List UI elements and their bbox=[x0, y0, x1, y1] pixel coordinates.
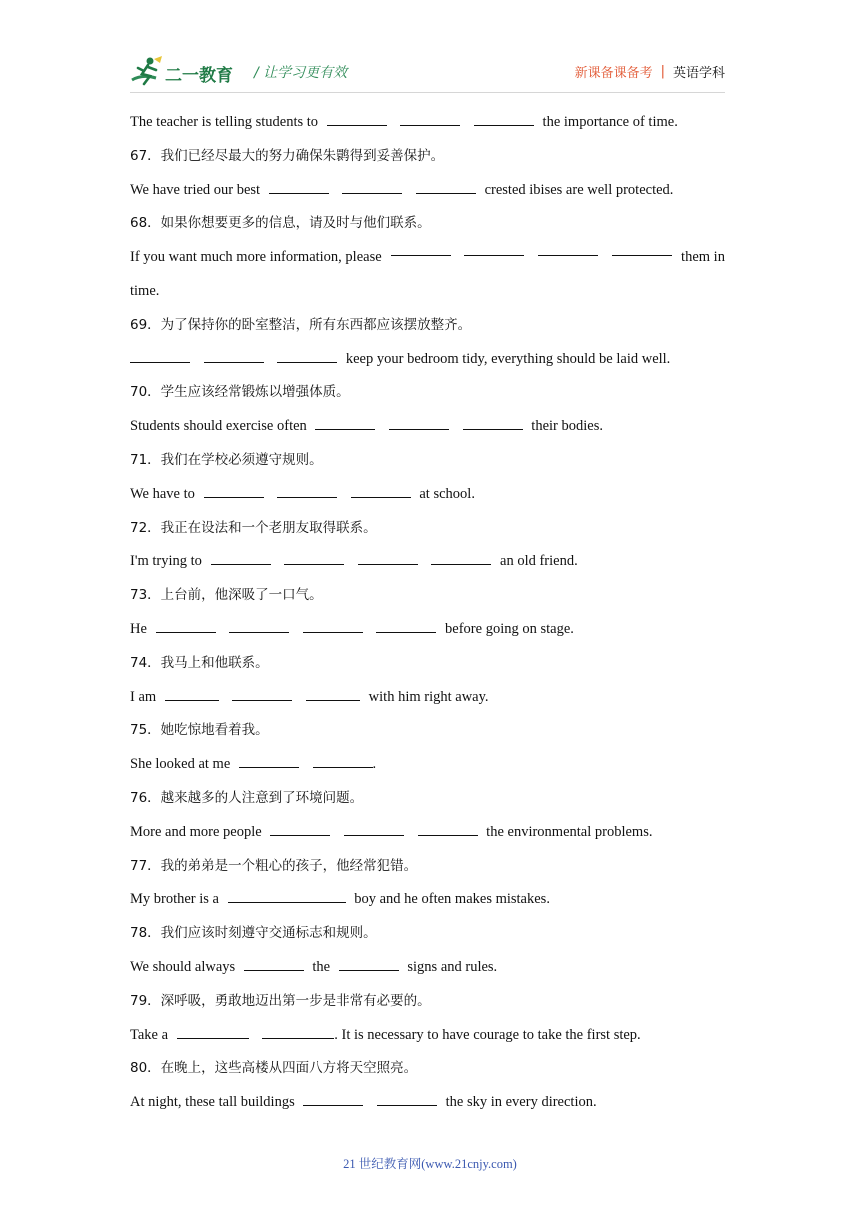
sentence-text: My brother is a bbox=[130, 891, 219, 908]
answer-blank[interactable] bbox=[277, 348, 337, 363]
question-79: 79．深呼吸，勇敢地迈出第一步是非常有必要的。 bbox=[130, 992, 431, 1009]
sentence-text: . bbox=[372, 756, 377, 773]
page-footer[interactable]: 21 世纪教育网(www.21cnjy.com) bbox=[343, 1157, 517, 1171]
question-75: 75．她吃惊地看着我。 bbox=[130, 722, 269, 739]
answer-blank[interactable] bbox=[306, 686, 360, 701]
answer-blank[interactable] bbox=[229, 618, 289, 633]
sentence-text: More and more people bbox=[130, 823, 262, 840]
header-divider bbox=[130, 92, 725, 93]
answer-blank[interactable] bbox=[342, 179, 402, 194]
answer-blank[interactable] bbox=[270, 821, 330, 836]
sentence-text: keep your bedroom tidy, everything should be laid well. bbox=[345, 350, 671, 367]
sentence-text: At night, these tall buildings bbox=[130, 1094, 295, 1111]
sentence-text: the sky in every direction. bbox=[445, 1094, 597, 1111]
answer-blank[interactable] bbox=[358, 550, 418, 565]
answer-blank[interactable] bbox=[464, 241, 524, 256]
answer-blank[interactable] bbox=[284, 550, 344, 565]
answer-blank[interactable] bbox=[463, 415, 523, 430]
answer-blank[interactable] bbox=[211, 550, 271, 565]
answer-line-67 bbox=[130, 174, 725, 208]
answer-blank[interactable] bbox=[377, 1091, 437, 1106]
sentence-text: with him right away. bbox=[368, 688, 489, 705]
answer-blank[interactable] bbox=[239, 753, 299, 768]
sentence-text: an old friend. bbox=[500, 553, 578, 570]
question-76: 76．越来越多的人注意到了环境问题。 bbox=[130, 789, 364, 806]
header-slogan: / 让学习更有效 bbox=[254, 65, 348, 81]
answer-line-70 bbox=[130, 410, 725, 444]
sentence-text: Students should exercise often bbox=[130, 418, 307, 435]
answer-line-71 bbox=[130, 478, 725, 512]
question-78: 78．我们应该时刻遵守交通标志和规则。 bbox=[130, 925, 377, 942]
answer-line-76 bbox=[130, 816, 725, 850]
question-68: 68．如果你想要更多的信息，请及时与他们联系。 bbox=[130, 215, 431, 232]
answer-blank[interactable] bbox=[538, 241, 598, 256]
sentence-text: We have tried our best bbox=[130, 181, 261, 198]
sentence-text: them in bbox=[681, 249, 725, 266]
page-header bbox=[130, 52, 725, 92]
answer-blank[interactable] bbox=[228, 888, 346, 903]
sentence-text: crested ibises are well protected. bbox=[484, 181, 674, 198]
header-right bbox=[575, 62, 725, 81]
question-73: 73．上台前，他深吸了一口气。 bbox=[130, 587, 323, 604]
answer-blank[interactable] bbox=[416, 179, 476, 194]
answer-blank[interactable] bbox=[130, 348, 190, 363]
question-80: 80．在晚上，这些高楼从四面八方将天空照亮。 bbox=[130, 1060, 418, 1077]
sentence-text: boy and he often makes mistakes. bbox=[354, 891, 550, 908]
header-subtitle: 新课备课备考 bbox=[574, 66, 653, 81]
answer-line-75 bbox=[130, 748, 725, 782]
sentence-text: We have to bbox=[130, 485, 195, 502]
sentence-text: their bodies. bbox=[531, 418, 603, 435]
answer-blank[interactable] bbox=[376, 618, 436, 633]
answer-line-77 bbox=[130, 883, 725, 917]
question-71: 71．我们在学校必须遵守规则。 bbox=[130, 451, 323, 468]
answer-line-74 bbox=[130, 681, 725, 715]
answer-line-72 bbox=[130, 545, 725, 579]
header-subject: 英语学科 bbox=[672, 66, 725, 81]
sentence-text: She looked at me bbox=[130, 756, 231, 773]
logo-text: 二一教育 bbox=[165, 66, 233, 86]
sentence-text: Take a bbox=[130, 1026, 169, 1043]
answer-blank[interactable] bbox=[389, 415, 449, 430]
answer-blank[interactable] bbox=[313, 753, 373, 768]
question-70: 70．学生应该经常锻炼以增强体质。 bbox=[130, 384, 350, 401]
answer-blank[interactable] bbox=[344, 821, 404, 836]
answer-blank[interactable] bbox=[165, 686, 219, 701]
answer-line-66 bbox=[130, 106, 725, 140]
answer-blank[interactable] bbox=[418, 821, 478, 836]
sentence-text: the environmental problems. bbox=[486, 823, 653, 840]
answer-blank[interactable] bbox=[400, 111, 460, 126]
sentence-text: . It is necessary to have courage to take the first step. bbox=[334, 1026, 641, 1043]
answer-line-68-cont: time. bbox=[130, 282, 160, 299]
exercise-content bbox=[130, 106, 725, 1120]
answer-blank[interactable] bbox=[339, 956, 399, 971]
answer-blank[interactable] bbox=[327, 111, 387, 126]
sentence-text: If you want much more information, please bbox=[130, 249, 382, 266]
sentence-text: at school. bbox=[419, 485, 475, 502]
sentence-text: before going on stage. bbox=[445, 620, 574, 637]
answer-line-73 bbox=[130, 613, 725, 647]
answer-blank[interactable] bbox=[303, 1091, 363, 1106]
answer-blank[interactable] bbox=[177, 1024, 249, 1039]
answer-blank[interactable] bbox=[391, 241, 451, 256]
answer-blank[interactable] bbox=[244, 956, 304, 971]
answer-blank[interactable] bbox=[232, 686, 292, 701]
answer-blank[interactable] bbox=[612, 241, 672, 256]
answer-blank[interactable] bbox=[156, 618, 216, 633]
answer-line-79 bbox=[130, 1019, 725, 1053]
answer-blank[interactable] bbox=[351, 483, 411, 498]
sentence-text: The teacher is telling students to bbox=[130, 114, 319, 130]
question-77: 77．我的弟弟是一个粗心的孩子，他经常犯错。 bbox=[130, 857, 418, 874]
sentence-text: I am bbox=[130, 688, 157, 705]
answer-blank[interactable] bbox=[431, 550, 491, 565]
sentence-text: the bbox=[312, 958, 331, 975]
answer-line-80 bbox=[130, 1086, 725, 1120]
sentence-text: I'm trying to bbox=[130, 553, 202, 570]
answer-blank[interactable] bbox=[303, 618, 363, 633]
question-69: 69．为了保持你的卧室整洁，所有东西都应该摆放整齐。 bbox=[130, 316, 472, 333]
answer-line-78 bbox=[130, 951, 725, 985]
answer-blank[interactable] bbox=[315, 415, 375, 430]
answer-blank[interactable] bbox=[204, 348, 264, 363]
question-67: 67．我们已经尽最大的努力确保朱鹮得到妥善保护。 bbox=[130, 147, 445, 164]
sentence-text: He bbox=[130, 620, 147, 637]
site-logo bbox=[130, 54, 242, 88]
answer-line-68 bbox=[130, 241, 725, 275]
answer-line-69 bbox=[130, 343, 725, 377]
answer-blank[interactable] bbox=[474, 111, 534, 126]
answer-blank[interactable] bbox=[262, 1024, 334, 1039]
sentence-text: signs and rules. bbox=[407, 958, 498, 975]
question-74: 74．我马上和他联系。 bbox=[130, 654, 269, 671]
answer-blank[interactable] bbox=[269, 179, 329, 194]
answer-blank[interactable] bbox=[277, 483, 337, 498]
question-72: 72．我正在设法和一个老朋友取得联系。 bbox=[130, 519, 377, 536]
sentence-text: the importance of time. bbox=[542, 114, 678, 130]
answer-blank[interactable] bbox=[204, 483, 264, 498]
header-separator: | bbox=[660, 64, 665, 79]
sentence-text: We should always bbox=[130, 958, 236, 975]
